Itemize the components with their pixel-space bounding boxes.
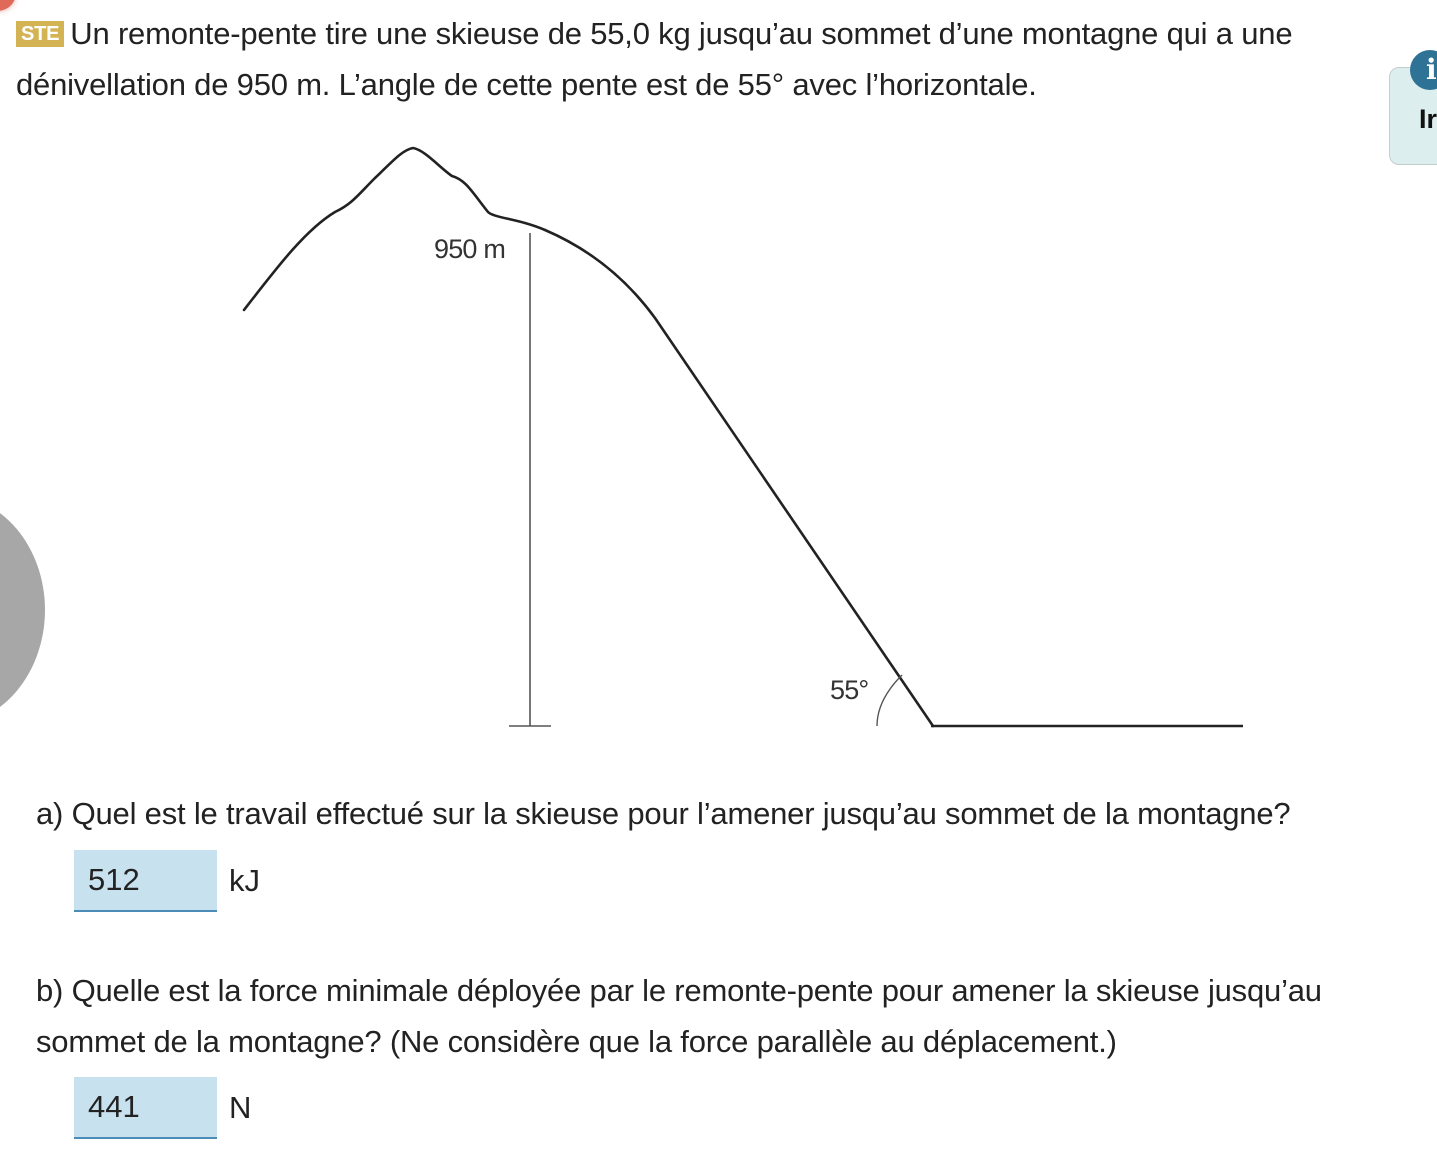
- problem-line-1: [16, 8, 1436, 59]
- answer-b-input[interactable]: [74, 1077, 217, 1139]
- ste-badge: STE: [16, 21, 64, 47]
- intro-text-2: dénivellation de 950 m. L’angle de cette pente est de 55° avec l’horizontale.: [16, 67, 1037, 102]
- info-panel-label[interactable]: Ir: [1419, 104, 1437, 134]
- angle-arc-icon: [877, 675, 902, 726]
- question-a-text: a) Quel est le travail effectué sur la skieuse pour l’amener jusqu’au sommet de la montagne?: [36, 796, 1291, 831]
- question-a: [36, 788, 1290, 839]
- mountain-outline-icon: [244, 148, 933, 726]
- angle-label: 55°: [830, 675, 869, 705]
- question-b-text-1: b) Quelle est la force minimale déployée par le remonte-pente pour amener la skieuse jusqu’au: [36, 973, 1322, 1008]
- answer-b-unit: N: [229, 1090, 252, 1125]
- answer-a-unit: kJ: [229, 863, 260, 898]
- height-label: 950 m: [434, 234, 506, 264]
- question-b-text-2: sommet de la montagne? (Ne considère que la force parallèle au déplacement.): [36, 1024, 1117, 1059]
- question-b: [36, 965, 1322, 1067]
- intro-text-1: Un remonte-pente tire une skieuse de 55,0 kg jusqu’au sommet d’une montagne qui a une: [70, 16, 1293, 51]
- info-icon[interactable]: i: [1410, 50, 1437, 90]
- problem-statement: [16, 8, 1436, 110]
- answer-a-input[interactable]: [74, 850, 217, 912]
- side-scroll-handle[interactable]: [0, 495, 45, 725]
